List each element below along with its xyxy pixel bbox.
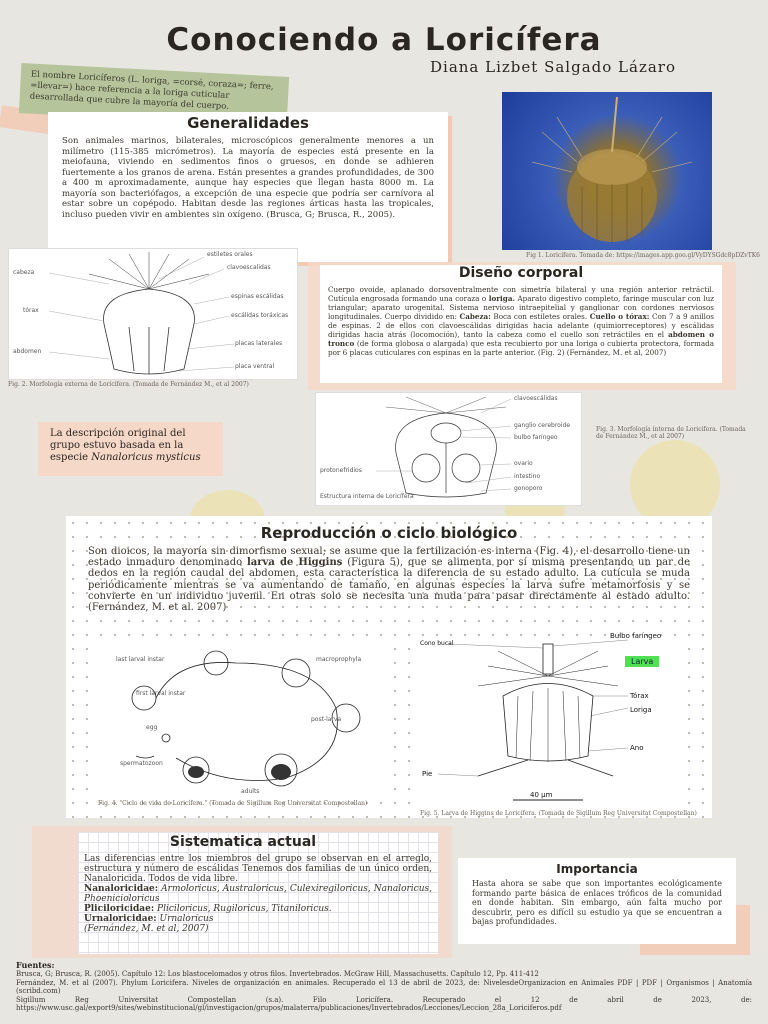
scale-bar-label: 40 µm — [530, 791, 553, 799]
generalidades-card — [48, 112, 448, 262]
sistematica-cite: (Fernández, M. et al, 2007) — [84, 924, 209, 934]
page-title: Conociendo a Loricífera — [166, 22, 602, 58]
fig2-label: cabeza — [13, 269, 35, 276]
fig3-label: ganglio cerebroide — [514, 422, 571, 429]
fig4-label: post-larva — [311, 716, 342, 723]
fig1-caption: Fig 1. Loricífera. Tomada de: https://images.app.goo.gl/VyDYSGdc8pDZvTK6 — [526, 252, 760, 259]
family-name: Urnaloricidae: — [84, 914, 157, 924]
fig4-label: macroprophyla — [316, 656, 362, 663]
importancia-heading: Importancia — [556, 862, 638, 876]
reproduccion-text-part: (Figura 5), que se alimenta por sí misma presentando un par de dedos en la región caudal del abdomen, esta característica la diferencia de su estado adulto. La cutícula se muda periódicamente mientras se va aumentando de tamaño, en algunas especies la larva sufre metamorfosis y se convierte en un individuo juvenil. En otras solo se necesita una muda para pasar directamente al estado adulto. (Fernández, M. et al. 2007) — [88, 557, 691, 614]
diseno-text-part: (de forma globosa o alargada) que esta recubierto por una loriga o cubierta protectora, formada por 6 placas cuticulares con espinas en la parte anterior. (Fig. 2) (Fernández, M. et al, 2007) — [328, 339, 714, 357]
family-nanaloricidae — [78, 884, 438, 904]
importancia-text: Hasta ahora se sabe que son importantes ecológicamente formando parte básica de enlaces tróficos de la comunidad en donde habitan. Sin embargo, aún falta mucho por descubrir, pero es difícil su estudio ya que se encuentran a bajas profundidades. — [472, 879, 722, 927]
diseno-bold: loriga. — [488, 294, 515, 303]
descripcion-text: La descripción original del grupo estuvo basada en la especie — [50, 428, 186, 463]
fig4-label: last larval instar — [116, 656, 165, 663]
diseno-bold: Cuello o tórax: — [589, 312, 650, 321]
fig2-label: clavoescalidas — [227, 264, 271, 271]
fig5-higgins-larva — [418, 632, 688, 806]
fig5-label: Ano — [630, 744, 644, 752]
fuentes-ref: Fernández, M. et al (2007). Phylum Loricifera. Niveles de organización en animales. Recuperado el 13 de abril de 2023, de: NivelesdeOrganizacion en Animales PDF | PDF | Organismos | Anatomía (scribd.com) — [16, 978, 752, 995]
sistematica-text: Las diferencias entre los miembros del grupo se observan en el arreglo, estructura y número de escálidas Tenemos dos familias de un único orden, Nanaloricida. Todos de vida libre. — [84, 854, 432, 884]
diseno-text — [320, 285, 722, 357]
fig4-caption: Fig. 4. "Ciclo de vida de Loricífera." (Tomada de Sigillum Reg Universitat Compostellan) — [98, 800, 368, 807]
fig4-label: adults — [241, 788, 260, 795]
fig3-inner-caption: Estructura interna de Loricífera — [320, 493, 414, 500]
diseno-heading: Diseño corporal — [458, 265, 584, 281]
fig2-label: escálidas toráxicas — [231, 312, 289, 319]
fig2-caption: Fig. 2. Morfología externa de Loricifera. (Tomada de Fernández M., et al 2007) — [8, 381, 249, 388]
generalidades-text: Son animales marinos, bilaterales, microscópicos generalmente menores a un milímetro (115-385 micrómetros). La mayoría de especies está presente en la meiofauna, viviendo en sedimentos finos o gruesos, en donde se adhieren fuertemente a los granos de arena. Están presentes a grandes profundidades, de 300 a 400 m aproximadamente, aunque hay especies que llegan hasta 8000 m. La mayoría son bacteriófagos, a excepción de una especie que podría ser carnívora al estar sobre un copépodo. Habitan desde las regiones árticas hasta las tropicales, incluso pueden vivir en ambientes sin oxígeno. (Brusca, G; Brusca, R., 2005). — [62, 136, 434, 220]
fig4-label: first larval instar — [136, 690, 186, 697]
fig2-label: estiletes orales — [207, 251, 253, 258]
fig5-caption: Fig. 5. Larva de Higgins de Loricífera. (Tomada de Sigillum Reg Universitat Compostellan) — [420, 810, 697, 817]
fig2-label: placa ventral — [235, 363, 275, 370]
fig5-label: Pie — [422, 770, 433, 778]
fuentes-section — [16, 960, 752, 1013]
family-urnaloricidae — [78, 914, 438, 924]
family-genera: Urnaloricus — [156, 914, 214, 924]
fig3-label: clavoescálidas — [514, 395, 558, 402]
importancia-card — [458, 858, 736, 944]
reproduccion-heading: Reproducción o ciclo biológico — [260, 524, 518, 542]
generalidades-heading: Generalidades — [187, 114, 309, 132]
diseno-bold: abdomen o tronco — [328, 330, 715, 348]
family-name: Pliciloricidae: — [84, 904, 155, 914]
fig3-label: bulbo faríngeo — [514, 434, 558, 441]
fig2-label: abdomen — [13, 348, 42, 355]
fig3-label: intestino — [514, 473, 541, 480]
reproduccion-bold: larva de Higgins — [246, 557, 343, 569]
family-genera: Armoloricus, Australoricus, Culexiregiloricus, Nanaloricus, Phoenicioloricus — [84, 884, 432, 904]
family-pliciloricidae — [78, 904, 438, 914]
family-name: Nanaloricidae: — [84, 884, 159, 894]
fig4-label: spermatozoon — [120, 760, 163, 767]
diseno-bold: Cabeza: — [459, 312, 491, 321]
fig2-label: espinas escálidas — [231, 293, 284, 300]
reproduccion-text-part: Son dioicos, la mayoría sin dimorfismo sexual; se asume que la fertilización es interna (Fig. 4), el desarrollo tiene un estado inmaduro denominado — [88, 546, 690, 569]
fig4-life-cycle — [96, 638, 394, 798]
fig5-label: Tórax — [630, 692, 649, 700]
loricifera-photo — [502, 92, 712, 250]
fig2-external-morphology — [8, 248, 298, 380]
diseno-text-part: Cuerpo ovoide, aplanado dorsoventralmente con simetría bilateral y una región anterior retráctil. Cutícula engrosada formando una coraza o — [328, 285, 714, 303]
descripcion-note — [38, 422, 223, 476]
fig3-label: ovario — [514, 460, 533, 467]
author-name: Diana Lizbet Salgado Lázaro — [430, 58, 676, 76]
fuentes-ref: Brusca, G; Brusca, R. (2005). Capítulo 12: Los blastocelomados y otros filos. Invertebrados. McGraw Hill, Massachusetts. Capítulo 12, Pp. 411-412 — [16, 970, 539, 978]
fig3-label: protonefridios — [320, 467, 362, 474]
fig5-label: Cono bucal — [420, 640, 454, 647]
sistematica-card — [78, 832, 438, 954]
family-genera: Pliciloricus, Rugiloricus, Titaniloricus. — [154, 904, 332, 914]
fig3-label: gonoporo — [514, 485, 543, 492]
reproduccion-text — [66, 542, 712, 613]
fuentes-heading: Fuentes: — [16, 960, 55, 970]
sistematica-heading: Sistematica actual — [169, 834, 317, 850]
diseno-text-part: Boca con estiletes orales. — [490, 312, 590, 321]
species-name: Nanaloricus mysticus — [91, 452, 201, 463]
fig2-label: tórax — [23, 307, 39, 314]
larva-tag: Larva — [625, 656, 659, 667]
diseno-text-part: Aparato digestivo completo, faringe muscular con luz triangular; aparato urogenital. Sistema nervioso intraepitelial y ganglionar con cordones nerviosos longitudinales. Cuerpo dividido en: — [328, 294, 714, 321]
loricifera-specimen-image — [502, 92, 712, 250]
fig3-caption: Fig. 3. Morfología interna de Loricifera. (Tomada de Fernández M., et al 2007) — [596, 426, 746, 440]
fig4-label: egg — [146, 724, 158, 731]
diseno-text-part: Con 7 a 9 anillos de espinas. 2 de ellos con clavoescálidas dirigidas hacia adelante (quimiorreceptores) y escálidas dirigidas hacia atrás (locomoción), tanto la cabeza como el cuello son retráctiles en el — [328, 312, 714, 339]
intro-note: El nombre Loricíferos (L. loriga, =corsé, coraza=; ferre, =llevar=) hace referencia a la loriga cuticular desarrollada que cubre la mayoría del cuerpo. — [19, 63, 289, 127]
fuentes-ref: Sigillum Reg Universitat Compostellan (s.a). Filo Loricífera. Recuperado el 12 de abril de 2023, de: https://www.usc.gal/export9/sites/webinstitucional/gl/investigacion/grupos/malaterra/publicaciones/Invertebrados/Lecciones/Leccion_28a_Loriciferos.pdf — [16, 995, 752, 1012]
fig2-label: placas laterales — [235, 340, 283, 347]
fig5-label: Loriga — [630, 706, 652, 714]
fig5-label: Bulbo faríngeo — [610, 632, 662, 640]
fig3-internal-morphology — [315, 392, 582, 506]
diseno-card — [320, 265, 722, 383]
